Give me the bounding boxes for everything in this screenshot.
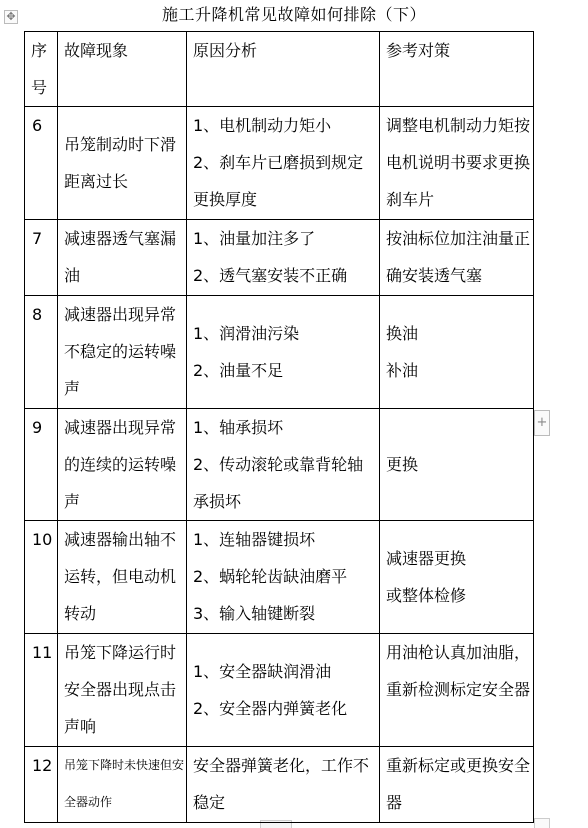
row-cause xyxy=(187,409,380,521)
cause-line: 2、刹车片已磨损到规定更换厚度 xyxy=(193,153,364,209)
row-no: 6 xyxy=(25,107,58,220)
row-no: 12 xyxy=(25,747,58,823)
row-remedy xyxy=(380,521,534,634)
cause-line: 1、电机制动力矩小 xyxy=(193,116,332,135)
document-title: 施工升降机常见故障如何排除（下） xyxy=(161,5,426,24)
remedy-line: 减速器更换 xyxy=(386,549,467,568)
row-cause xyxy=(187,634,380,747)
row-symptom: 减速器透气塞漏油 xyxy=(58,220,187,296)
row-cause xyxy=(187,107,380,220)
row-cause xyxy=(187,521,380,634)
row-remedy: 调整电机制动力矩按电机说明书要求更换刹车片 xyxy=(380,107,534,220)
row-cause xyxy=(187,220,380,296)
row-no: 9 xyxy=(25,409,58,521)
row-remedy: 重新标定或更换安全器 xyxy=(380,747,534,823)
cause-line: 2、透气塞安装不正确 xyxy=(193,266,348,285)
row-symptom: 吊笼下降时未快速但安全器动作 xyxy=(58,747,187,823)
row-no: 8 xyxy=(25,296,58,409)
cause-line: 1、连轴器键损坏 xyxy=(193,530,316,549)
header-remedy: 参考对策 xyxy=(380,32,534,107)
row-symptom: 减速器出现异常不稳定的运转噪声 xyxy=(58,296,187,409)
row-symptom: 吊笼制动时下滑距离过长 xyxy=(58,107,187,220)
cause-line: 2、安全器内弹簧老化 xyxy=(193,699,348,718)
remedy-line: 或整体检修 xyxy=(386,586,467,605)
header-no: 序号 xyxy=(25,32,58,107)
row-no: 7 xyxy=(25,220,58,296)
cause-line: 1、轴承损坏 xyxy=(193,418,284,437)
table-row xyxy=(25,409,534,521)
remedy-line: 补油 xyxy=(386,361,419,380)
row-cause xyxy=(187,296,380,409)
cause-line: 2、蜗轮轮齿缺油磨平 xyxy=(193,567,348,586)
header-cause: 原因分析 xyxy=(187,32,380,107)
table-row xyxy=(25,747,534,823)
table-row xyxy=(25,521,534,634)
cause-line: 2、油量不足 xyxy=(193,361,284,380)
row-no: 11 xyxy=(25,634,58,747)
row-symptom: 吊笼下降运行时安全器出现点击声响 xyxy=(58,634,187,747)
table-row xyxy=(25,220,534,296)
row-remedy xyxy=(380,296,534,409)
cause-line: 1、安全器缺润滑油 xyxy=(193,662,332,681)
table-header-row xyxy=(25,32,534,107)
cause-line: 3、输入轴键断裂 xyxy=(193,604,316,623)
cause-line: 1、油量加注多了 xyxy=(193,229,316,248)
cause-line: 1、润滑油污染 xyxy=(193,324,300,343)
row-symptom: 减速器出现异常的连续的运转噪声 xyxy=(58,409,187,521)
header-symptom: 故障现象 xyxy=(58,32,187,107)
table-row xyxy=(25,634,534,747)
row-remedy: 更换 xyxy=(380,409,534,521)
row-remedy: 用油枪认真加油脂，重新检测标定安全器 xyxy=(380,634,534,747)
table-move-handle-icon[interactable]: ✥ xyxy=(4,10,18,24)
cause-line: 2、传动滚轮或靠背轮轴承损坏 xyxy=(193,455,364,511)
table-resize-handle-icon[interactable] xyxy=(534,818,550,828)
add-column-icon[interactable]: + xyxy=(534,410,550,436)
fault-table xyxy=(24,31,534,823)
row-cause: 安全器弹簧老化，工作不稳定 xyxy=(187,747,380,823)
row-no: 10 xyxy=(25,521,58,634)
row-remedy: 按油标位加注油量正确安装透气塞 xyxy=(380,220,534,296)
table-row xyxy=(25,107,534,220)
row-symptom: 减速器输出轴不运转，但电动机转动 xyxy=(58,521,187,634)
remedy-line: 换油 xyxy=(386,324,419,343)
table-row xyxy=(25,296,534,409)
